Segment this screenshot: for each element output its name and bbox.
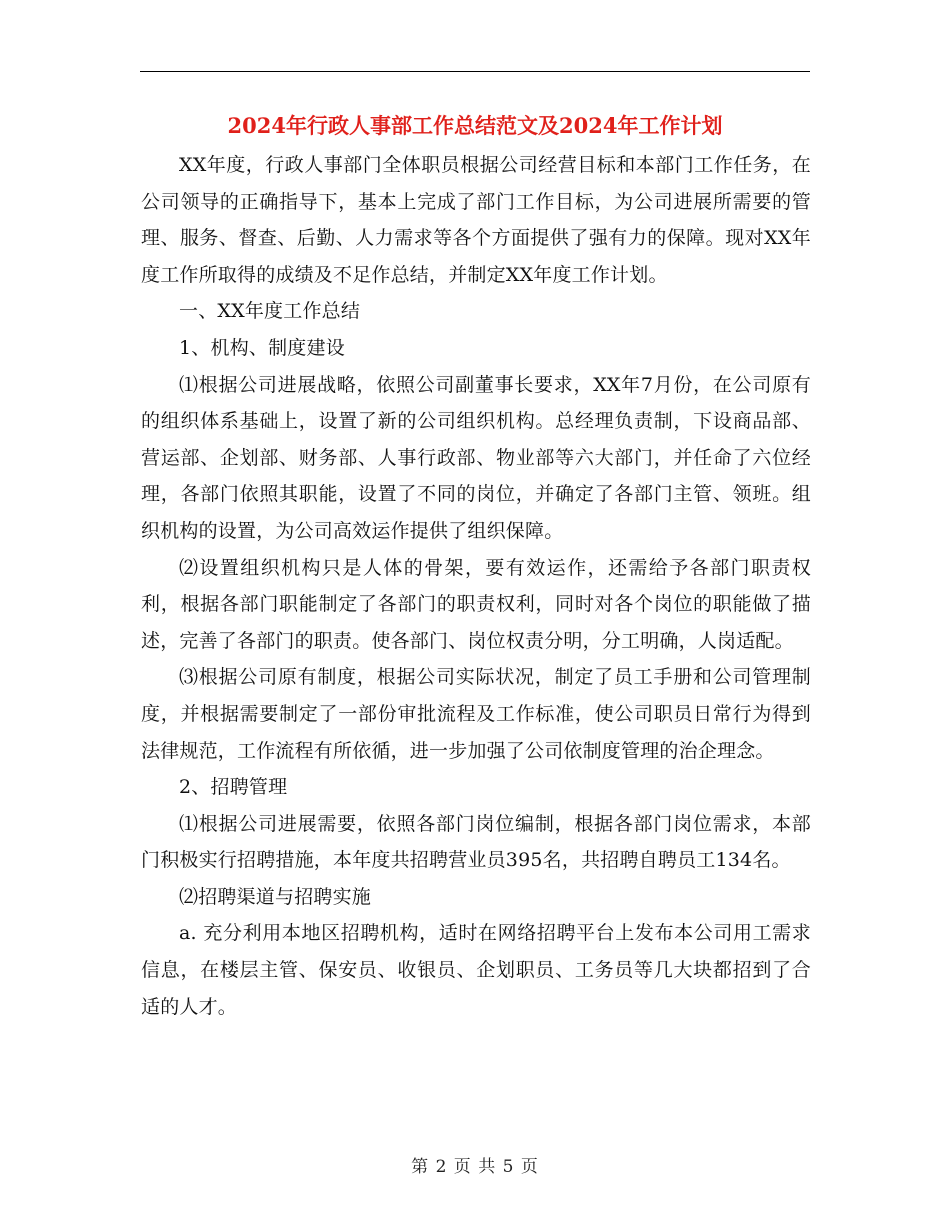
subsection-heading-structure: 1、机构、制度建设: [179, 336, 345, 359]
paragraph-recruitment-2: ⑵招聘渠道与招聘实施: [179, 885, 372, 908]
paragraph-recruitment-1: ⑴根据公司进展需要，依照各部门岗位编制，根据各部门岗位需求，本部门积极实行招聘措施，本年度共招聘营业员395名，共招聘自聘员工134名。: [141, 812, 811, 872]
document-title: 2024年行政人事部工作总结范文及2024年工作计划: [227, 113, 723, 138]
paragraph-intro: XX年度，行政人事部门全体职员根据公司经营目标和本部门工作任务，在公司领导的正确指导下，基本上完成了部门工作目标，为公司进展所需要的管理、服务、督查、后勤、人力需求等各个方面提供了强有力的保障。现对XX年度工作所取得的成绩及不足作总结，并制定XX年度工作计划。: [141, 154, 811, 286]
page-indicator: 第 2 页 共 5 页: [411, 1157, 539, 1177]
subsection-heading-recruitment: 2、招聘管理: [179, 776, 288, 799]
header-rule: [140, 71, 810, 72]
paragraph-recruitment-a: a. 充分利用本地区招聘机构，适时在网络招聘平台上发布本公司用工需求信息，在楼层主管、保安员、收银员、企划职员、工务员等几大块都招到了合适的人才。: [141, 922, 811, 1018]
document-body: [141, 147, 811, 1025]
section-heading-summary: 一、XX年度工作总结: [179, 300, 361, 323]
paragraph-structure-1: ⑴根据公司进展战略，依照公司副董事长要求，XX年7月份，在公司原有的组织体系基础上，设置了新的公司组织机构。总经理负责制，下设商品部、营运部、企划部、财务部、人事行政部、物业部等六大部门，并任命了六位经理，各部门依照其职能，设置了不同的岗位，并确定了各部门主管、领班。组织机构的设置，为公司高效运作提供了组织保障。: [141, 373, 811, 542]
paragraph-structure-3: ⑶根据公司原有制度，根据公司实际状况，制定了员工手册和公司管理制度，并根据需要制定了一部份审批流程及工作标准，使公司职员日常行为得到法律规范，工作流程有所依循，进一步加强了公司依制度管理的治企理念。: [141, 666, 811, 762]
paragraph-structure-2: ⑵设置组织机构只是人体的骨架，要有效运作，还需给予各部门职责权利，根据各部门职能制定了各部门的职责权利，同时对各个岗位的职能做了描述，完善了各部门的职责。使各部门、岗位权责分明，分工明确，人岗适配。: [141, 556, 811, 652]
